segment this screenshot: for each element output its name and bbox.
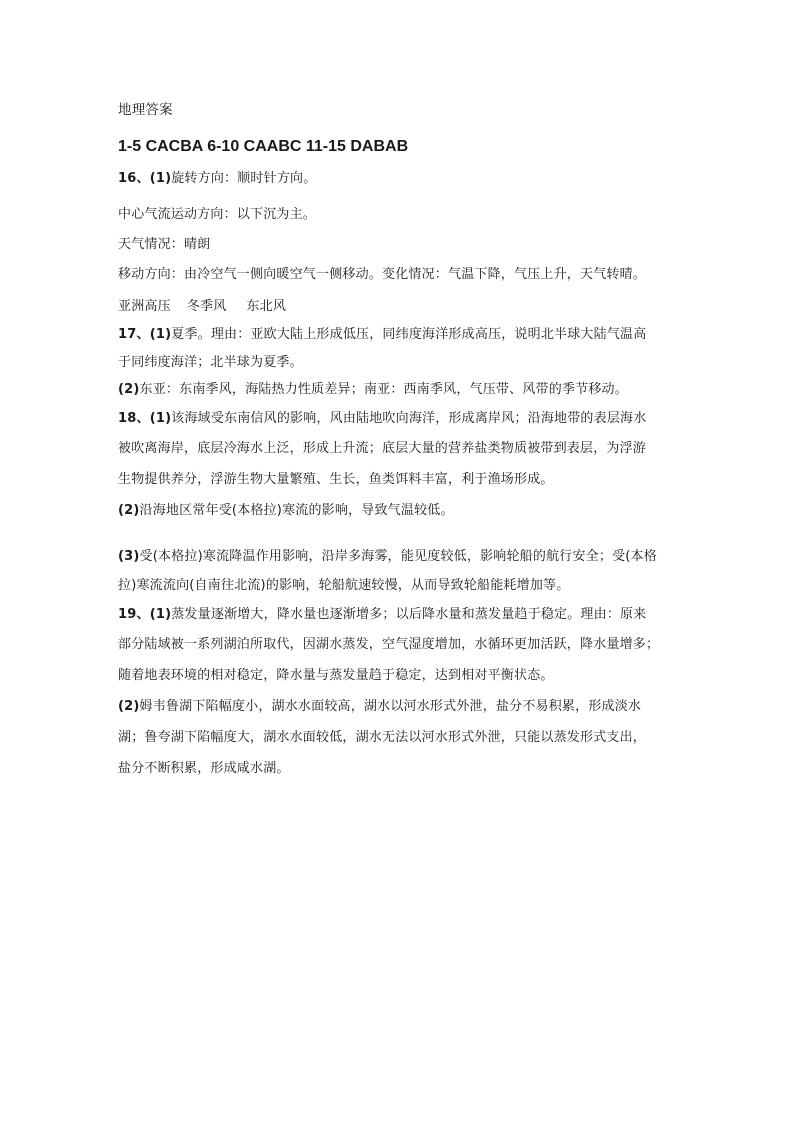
q19-number: 19、(1) bbox=[118, 607, 172, 622]
q16-term-c: 东北风 bbox=[246, 299, 287, 314]
q18-number: 18、(1) bbox=[118, 411, 172, 426]
q17-text-3: 东亚：东南季风，海陆热力性质差异；南亚：西南季风，气压带、风带的季节移动。 bbox=[139, 382, 628, 397]
q18-subnumber-2: (2) bbox=[118, 503, 140, 518]
multiple-choice-answers: 1-5 CACBA 6-10 CAABC 11-15 DABAB bbox=[118, 138, 409, 155]
q19-subnumber-2: (2) bbox=[118, 699, 140, 714]
q18-text-1: 该海域受东南信风的影响，风由陆地吹向海洋，形成离岸风；沿海地带的表层海水 bbox=[171, 411, 647, 426]
q18-subnumber-3: (3) bbox=[118, 549, 140, 564]
q18-line-4 bbox=[118, 502, 454, 520]
q16-line-2: 中心气流运动方向：以下沉为主。 bbox=[118, 207, 317, 222]
q17-line-3 bbox=[118, 381, 628, 399]
q16-text-1: 旋转方向：顺时针方向。 bbox=[171, 171, 317, 186]
q16-term-a: 亚洲高压 bbox=[118, 299, 171, 314]
q16-line-4: 移动方向：由冷空气一侧向暖空气一侧移动。变化情况：气温下降，气压上升，天气转晴。 bbox=[118, 267, 647, 282]
q18-line-1 bbox=[118, 410, 646, 428]
q17-line-2: 于同纬度海洋；北半球为夏季。 bbox=[118, 355, 303, 370]
q18-line-2: 被吹离海岸，底层冷海水上泛，形成上升流；底层大量的营养盐类物质被带到表层，为浮游 bbox=[118, 441, 647, 456]
q16-line-5 bbox=[118, 298, 286, 316]
q19-line-2: 部分陆域被一系列湖泊所取代，因湖水蒸发，空气湿度增加，水循环更加活跃，降水量增多； bbox=[118, 637, 660, 652]
q17-number: 17、(1) bbox=[118, 327, 172, 342]
q19-line-5: 湖；鲁夸湖下陷幅度大，湖水水面较低，湖水无法以河水形式外泄，只能以蒸发形式支出， bbox=[118, 730, 647, 745]
q19-line-6: 盐分不断积累，形成咸水湖。 bbox=[118, 761, 290, 776]
q19-text-4: 姆韦鲁湖下陷幅度小，湖水水面较高，湖水以河水形式外泄，盐分不易积累，形成淡水 bbox=[139, 699, 642, 714]
q19-line-1 bbox=[118, 606, 646, 624]
q18-line-3: 生物提供养分，浮游生物大量繁殖、生长，鱼类饵料丰富，利于渔场形成。 bbox=[118, 472, 554, 487]
q17-line-1 bbox=[118, 326, 646, 344]
document-title: 地理答案 bbox=[118, 102, 173, 118]
q17-subnumber: (2) bbox=[118, 382, 140, 397]
q18-text-4: 沿海地区常年受(本格拉)寒流的影响，导致气温较低。 bbox=[139, 503, 454, 518]
q19-text-1: 蒸发量逐渐增大，降水量也逐渐增多；以后降水量和蒸发量趋于稳定。理由：原来 bbox=[171, 607, 647, 622]
q16-number: 16、(1) bbox=[118, 171, 172, 186]
q18-line-6: 拉)寒流流向(自南往北流)的影响，轮船航速较慢，从而导致轮船能耗增加等。 bbox=[118, 578, 570, 593]
q16-line-1 bbox=[118, 170, 316, 188]
q19-line-4 bbox=[118, 698, 641, 716]
q18-text-5: 受(本格拉)寒流降温作用影响，沿岸多海雾，能见度较低，影响轮船的航行安全；受(本格 bbox=[139, 549, 657, 564]
q17-text-1: 夏季。理由：亚欧大陆上形成低压，同纬度海洋形成高压，说明北半球大陆气温高 bbox=[171, 327, 647, 342]
q16-term-b: 冬季风 bbox=[186, 299, 227, 314]
q19-line-3: 随着地表环境的相对稳定，降水量与蒸发量趋于稳定，达到相对平衡状态。 bbox=[118, 668, 554, 683]
q18-line-5 bbox=[118, 548, 657, 566]
q16-line-3: 天气情况：晴朗 bbox=[118, 237, 211, 252]
